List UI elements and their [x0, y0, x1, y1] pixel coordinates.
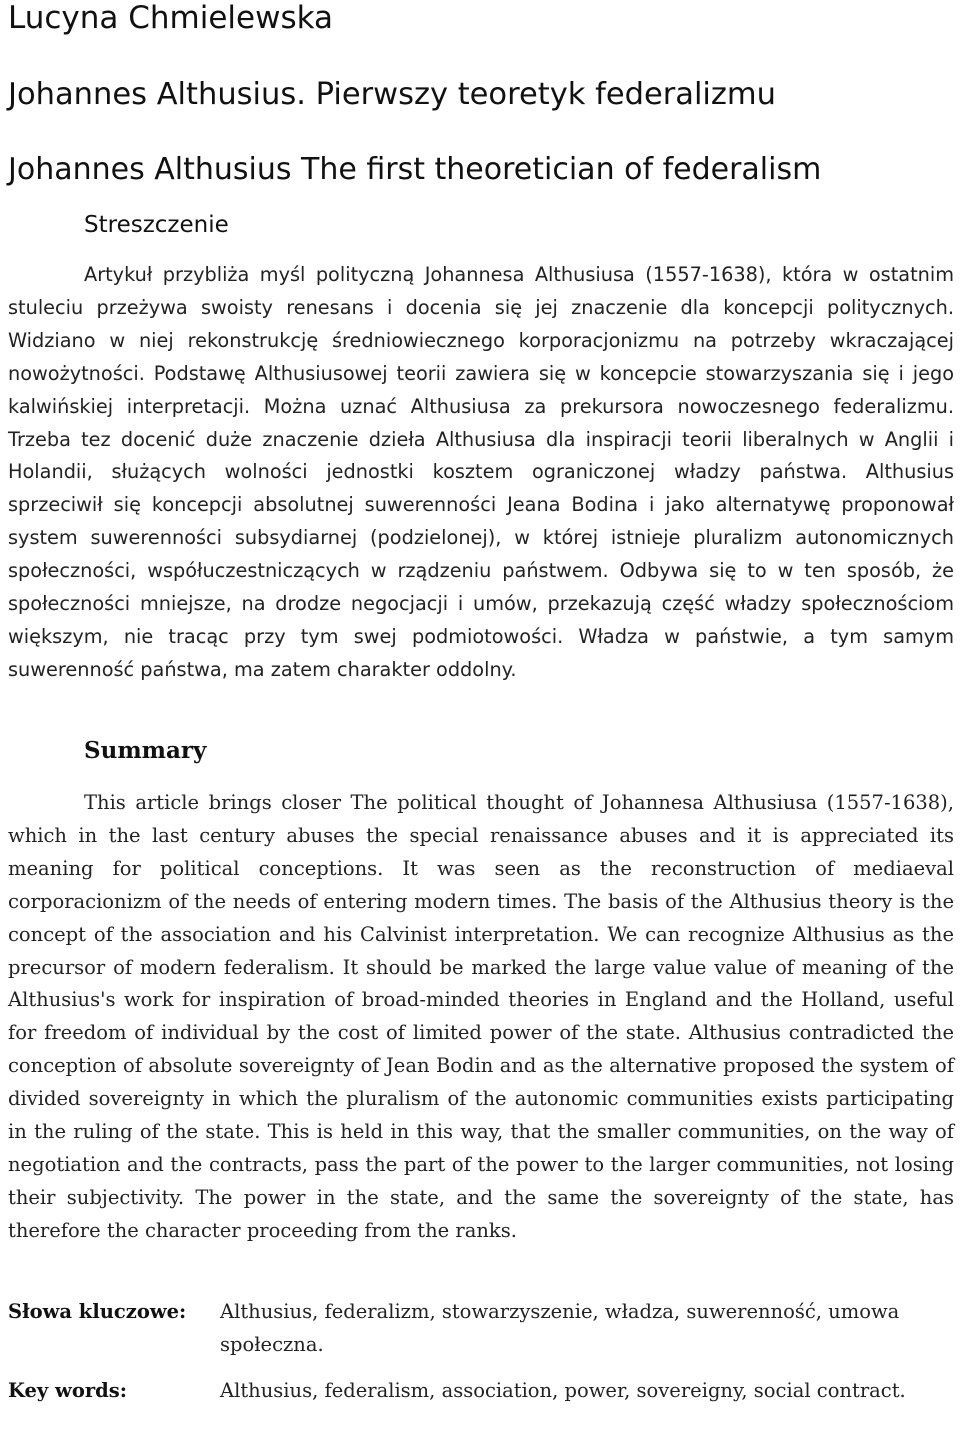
summary-heading: Summary [84, 737, 207, 764]
title-polish: Johannes Althusius. Pierwszy teoretyk federalizmu [8, 77, 776, 112]
author-name: Lucyna Chmielewska [8, 0, 334, 36]
keywords-english-label: Key words: [8, 1379, 127, 1402]
keywords-english-value: Althusius, federalism, association, power, sovereigny, social contract. [220, 1379, 906, 1402]
streszczenie-paragraph: Artykuł przybliża myśl polityczną Johannesa Althusiusa (1557-1638), która w ostatnim stuleciu przeżywa swoisty renesans i docenia się jej znaczenie dla koncepcji politycznych. Widziano w niej rekonstrukcję średniowiecznego korporacjonizmu na potrzeby wkraczającej nowożytności. Podstawę Althusiusowej teorii zawiera się w koncepcie stowarzyszania się i jego kalwińskiej interpretacji. Można uznać Althusiusa za prekursora nowoczesnego federalizmu. Trzeba tez docenić duże znaczenie dzieła Althusiusa dla inspiracji teorii liberalnych w Anglii i Holandii, służących wolności jednostki kosztem ograniczonej władzy państwa. Althusius sprzeciwił się koncepcji absolutnej suwerenności Jeana Bodina i jako alternatywę proponował system suwerenności subsydiarnej (podzielonej), w której istnieje pluralizm autonomicznych społeczności, współuczestniczących w rządzeniu państwem. Odbywa się to w ten sposób, że społeczności mniejsze, na drodze negocjacji i umów, przekazują część władzy społecznościom większym, nie tracąc przy tym swej podmiotowości. Władza w państwie, a tym samym suwerenność państwa, ma zatem charakter oddolny. [8, 263, 954, 681]
title-english: Johannes Althusius The first theoretician of federalism [8, 152, 822, 187]
summary-paragraph: This article brings closer The political thought of Johannesa Althusiusa (1557-1638), which in the last century abuses the special renaissance abuses and it is appreciated its meaning for political conceptions. It was seen as the reconstruction of mediaeval corporacionizm of the needs of entering modern times. The basis of the Althusius theory is the concept of the association and his Calvinist interpretation. We can recognize Althusius as the precursor of modern federalism. It should be marked the large value value of meaning of the Althusius's work for inspiration of broad-minded theories in England and the Holland, useful for freedom of individual by the cost of limited power of the state. Althusius contradicted the conception of absolute sovereignty of Jean Bodin and as the alternative proposed the system of divided sovereignty in which the pluralism of the autonomic communities exists participating in the ruling of the state. This is held in this way, that the smaller communities, on the way of negotiation and the contracts, pass the part of the power to the larger communities, not losing their subjectivity. The power in the state, and the same the sovereignty of the state, has therefore the character proceeding from the ranks. [8, 791, 954, 1242]
streszczenie-heading: Streszczenie [84, 212, 229, 238]
keywords-polish-value: Althusius, federalizm, stowarzyszenie, władza, suwerenność, umowa społeczna. [220, 1300, 900, 1356]
keywords-polish-label: Słowa kluczowe: [8, 1300, 187, 1323]
